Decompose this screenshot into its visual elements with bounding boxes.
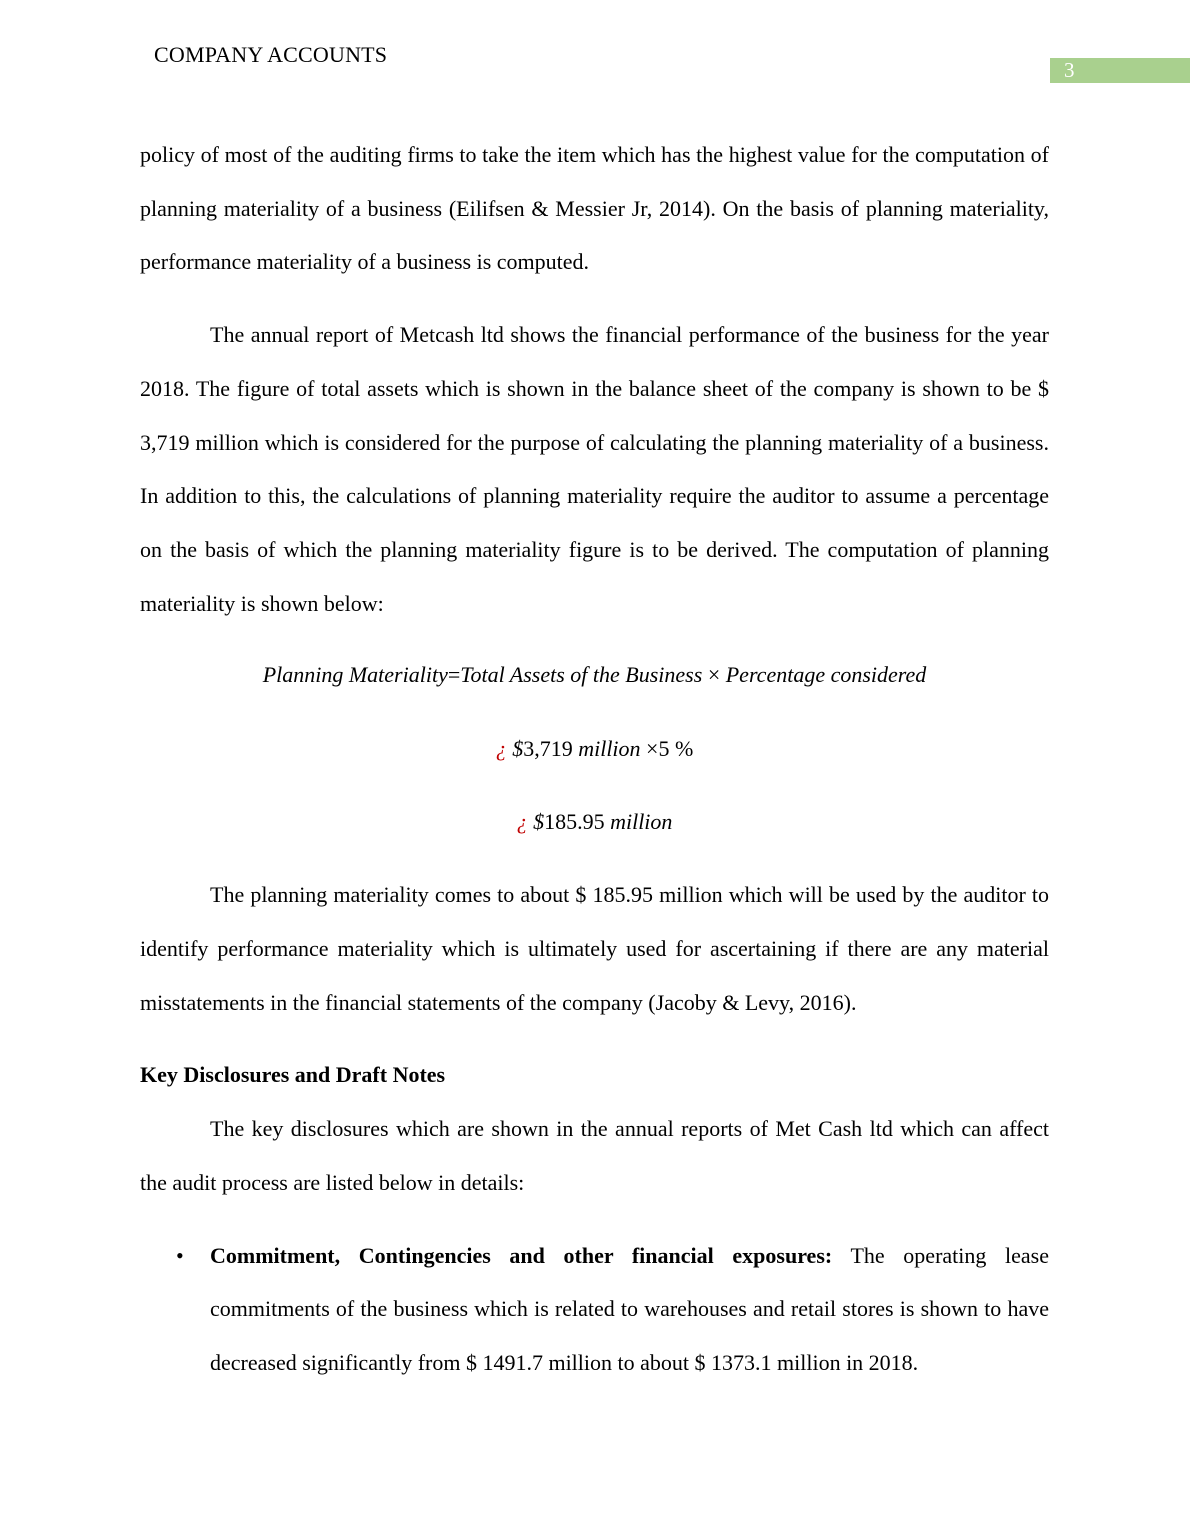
formula-line-1: Planning Materiality=Total Assets of the Business × Percentage considered xyxy=(262,662,927,688)
running-header: COMPANY ACCOUNTS xyxy=(154,42,388,67)
list-item xyxy=(140,1229,1049,1390)
section-heading: Key Disclosures and Draft Notes xyxy=(140,1062,446,1088)
paragraph-2: The annual report of Metcash ltd shows the financial performance of the business for the year 2018. The figure of total assets which is shown in the balance sheet of the company is shown to be $ 3,719 million which is considered for the purpose of calculating the planning materiality of a business. In addition to this, the calculations of planning materiality require the auditor to assume a percentage on the basis of which the planning materiality figure is to be derived. The computation of planning materiality is shown below: xyxy=(140,322,1049,616)
formula-line-3: ¿ $185.95 million xyxy=(516,809,673,835)
page-number: 3 xyxy=(1050,58,1190,83)
bullet-icon: • xyxy=(176,1242,184,1268)
paragraph-3: The planning materiality comes to about $ 185.95 million which will be used by the auditor to identify performance materiality which is ultimately used for ascertaining if there are any material misstatements in the financial statements of the company (Jacoby & Levy, 2016). xyxy=(140,882,1049,1015)
list-item-text xyxy=(210,1229,1049,1390)
list-item-title: Commitment, Contingencies and other financial exposures: xyxy=(210,1242,833,1268)
formula-line-2: ¿ $3,719 million ×5 % xyxy=(495,736,694,762)
list-item-body: The operating lease commitments of the business which is related to warehouses and retail stores is shown to have decreased significantly from $ 1491.7 million to about $ 1373.1 million in 2018. xyxy=(210,1242,1049,1375)
paragraph-4: The key disclosures which are shown in the annual reports of Met Cash ltd which can affect the audit process are listed below in details: xyxy=(140,1116,1049,1195)
paragraph-1: policy of most of the auditing firms to take the item which has the highest value for the computation of planning materiality of a business (Eilifsen & Messier Jr, 2014). On the basis of planning materiality, performance materiality of a business is computed. xyxy=(140,142,1049,275)
document-body xyxy=(140,128,1049,1390)
